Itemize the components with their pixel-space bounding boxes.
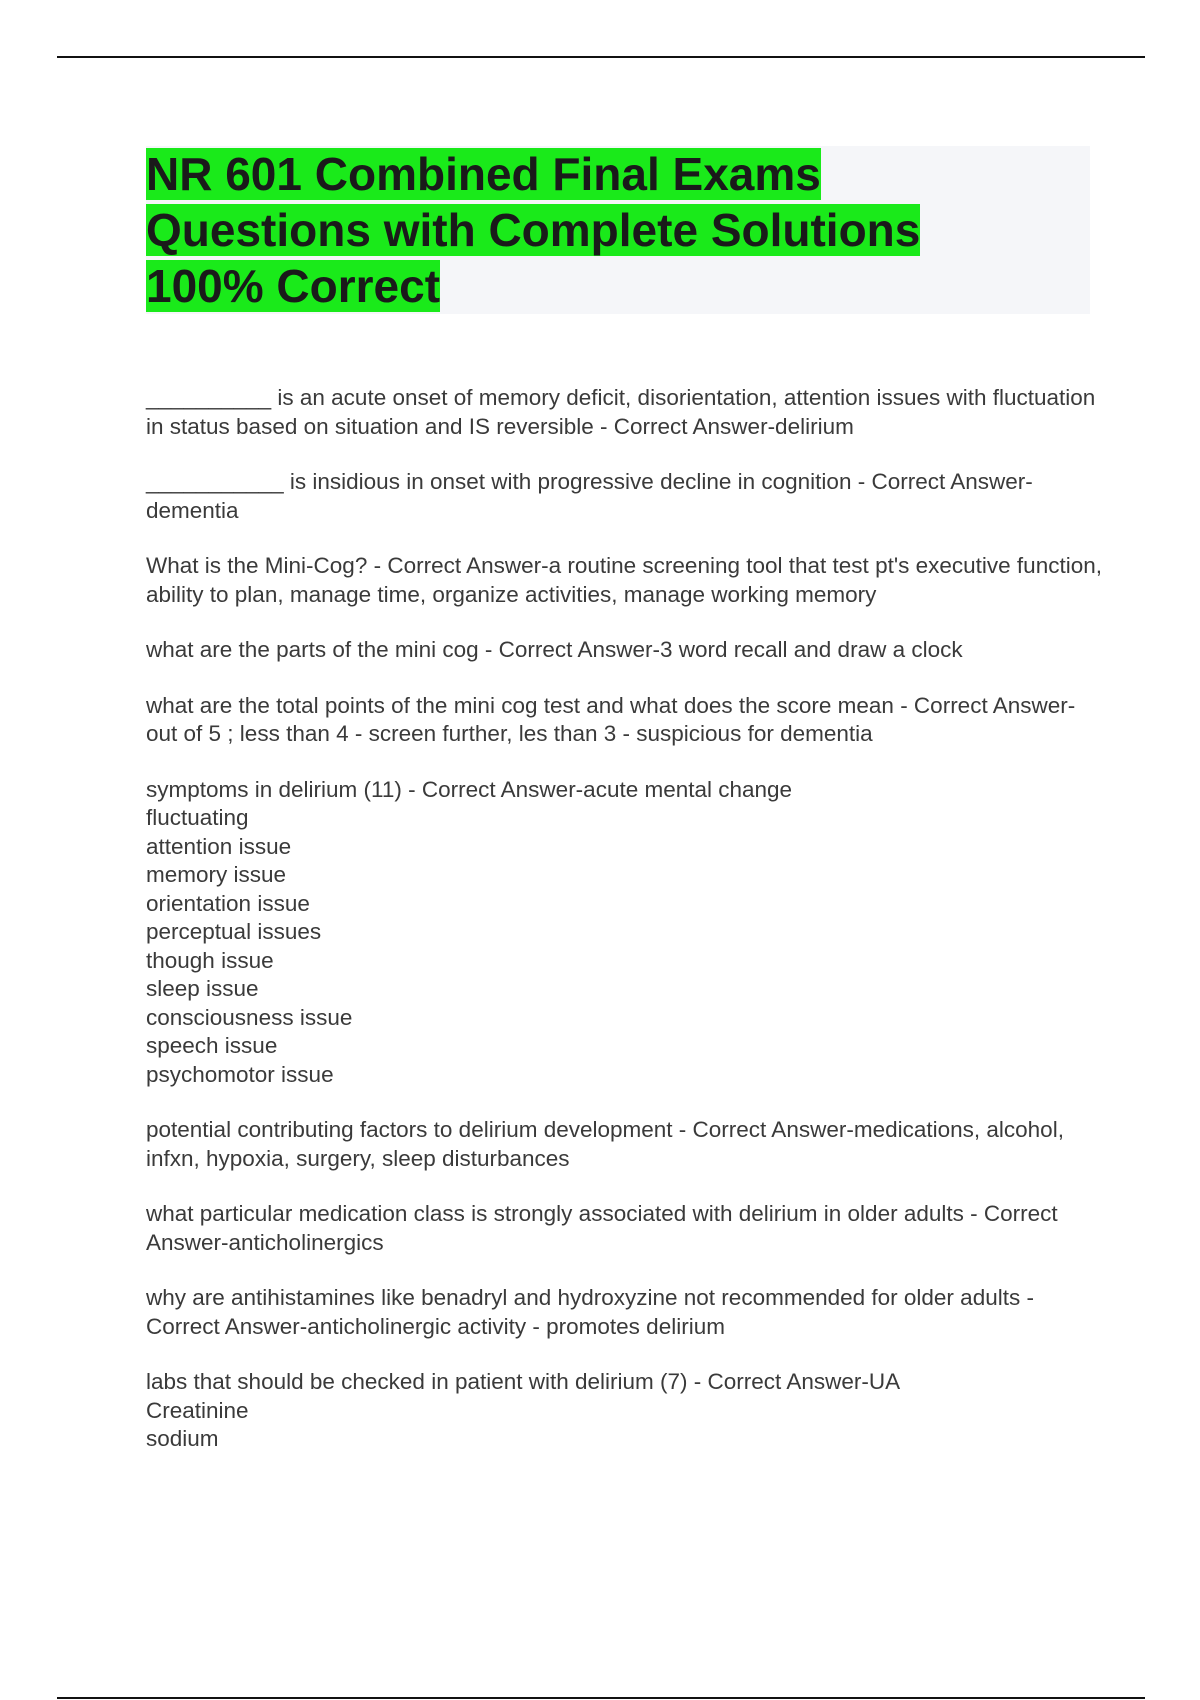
title-line: NR 601 Combined Final Exams	[146, 148, 821, 200]
qa-item: __________ is an acute onset of memory deficit, disorientation, attention issues with fluctuation in status based on situation and IS reversible - Correct Answer-delirium	[146, 385, 1096, 439]
title-line: 100% Correct	[146, 260, 441, 312]
document-title	[146, 146, 1090, 314]
header-rule	[57, 56, 1145, 58]
qa-item: symptoms in delirium (11) - Correct Answer-acute mental change fluctuating attention issue memory issue orientation issue perceptual issues though issue sleep issue consciousness issue speech issue psychomotor issue	[146, 776, 793, 1087]
qa-item: What is the Mini-Cog? - Correct Answer-a routine screening tool that test pt's executive function, ability to plan, manage time, organize activities, manage working memory	[146, 553, 1102, 607]
qa-item: potential contributing factors to delirium development - Correct Answer-medications, alcohol, infxn, hypoxia, surgery, sleep disturbances	[146, 1117, 1064, 1171]
footer-rule	[57, 1697, 1145, 1699]
title-line: Questions with Complete Solutions	[146, 204, 921, 256]
qa-item: why are antihistamines like benadryl and hydroxyzine not recommended for older adults - Correct Answer-anticholinergic activity - promotes delirium	[146, 1285, 1034, 1339]
qa-item: labs that should be checked in patient with delirium (7) - Correct Answer-UA Creatinine sodium	[146, 1369, 901, 1451]
title-block	[146, 146, 1090, 314]
qa-list	[146, 384, 1106, 1481]
qa-item: ___________ is insidious in onset with progressive decline in cognition - Correct Answer- dementia	[146, 469, 1033, 523]
qa-item: what are the parts of the mini cog - Correct Answer-3 word recall and draw a clock	[146, 637, 963, 662]
qa-item: what are the total points of the mini cog test and what does the score mean - Correct Answer-out of 5 ; less than 4 - screen further, les than 3 - suspicious for dementia	[146, 692, 1076, 746]
qa-item: what particular medication class is strongly associated with delirium in older adults - Correct Answer-anticholinergics	[146, 1201, 1058, 1255]
